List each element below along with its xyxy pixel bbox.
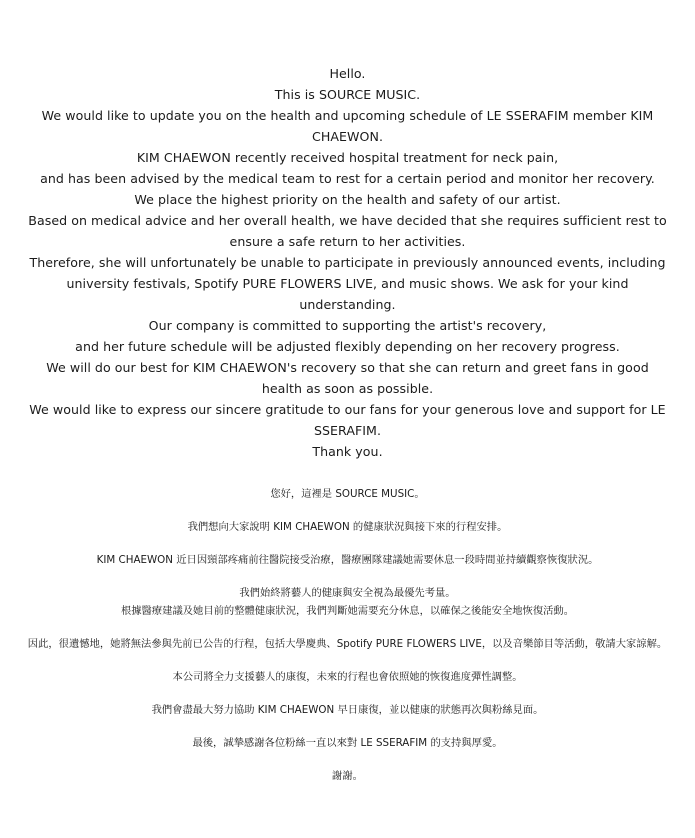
en-line: SSERAFIM. [313,423,382,438]
en-line: university festivals, Spotify PURE FLOWERS LIVE, and music shows. We ask for your kind [66,276,629,291]
english-announcement [0,63,695,462]
en-line: This is SOURCE MUSIC. [274,87,421,102]
en-line: health as soon as possible. [261,381,434,396]
en-line: We would like to update you on the health and upcoming schedule of LE SSERAFIM member KIM [41,108,654,123]
en-line: Therefore, she will unfortunately be unable to participate in previously announced events, including [29,255,666,270]
en-line: Based on medical advice and her overall health, we have decided that she requires sufficient rest to [28,213,667,228]
zh-line: 最後，誠摯感謝各位粉絲一直以來對 LE SSERAFIM 的支持與厚愛。 [192,737,503,749]
en-line: CHAEWON. [311,129,384,144]
zh-line: 謝謝。 [332,770,363,782]
zh-line: 我們會盡最大努力協助 KIM CHAEWON 早日康復，並以健康的狀態再次與粉絲見面。 [151,704,544,716]
en-line: ensure a safe return to her activities. [229,234,466,249]
chinese-announcement [0,486,695,801]
en-line: understanding. [299,297,396,312]
zh-line: 我們想向大家說明 KIM CHAEWON 的健康狀況與接下來的行程安排。 [187,521,508,533]
en-line: and has been advised by the medical team to rest for a certain period and monitor her recovery. [40,171,655,186]
zh-line: 我們始終將藝人的健康與安全視為最優先考量。 [239,587,456,599]
en-line: Our company is committed to supporting the artist's recovery, [148,318,547,333]
en-line: We would like to express our sincere gratitude to our fans for your generous love and support for LE [29,402,666,417]
en-line: KIM CHAEWON recently received hospital treatment for neck pain, [136,150,559,165]
en-line: and her future schedule will be adjusted flexibly depending on her recovery progress. [75,339,620,354]
en-line: We will do our best for KIM CHAEWON's recovery so that she can return and greet fans in good [46,360,649,375]
zh-line: 本公司將全力支援藝人的康復，未來的行程也會依照她的恢復進度彈性調整。 [172,671,523,683]
zh-line: KIM CHAEWON 近日因頸部疼痛前往醫院接受治療，醫療團隊建議她需要休息一段時間並持續觀察恢復狀況。 [96,554,599,566]
en-line: We place the highest priority on the health and safety of our artist. [134,192,561,207]
en-line: Hello. [329,66,366,81]
en-line: Thank you. [312,444,383,459]
zh-line: 您好，這裡是 SOURCE MUSIC。 [270,488,425,500]
zh-line: 根據醫療建議及她目前的整體健康狀況，我們判斷她需要充分休息，以確保之後能安全地恢復活動。 [120,605,575,617]
zh-line: 因此，很遺憾地，她將無法參與先前已公告的行程，包括大學慶典、Spotify PURE FLOWERS LIVE，以及音樂節目等活動，敬請大家諒解。 [27,638,668,650]
